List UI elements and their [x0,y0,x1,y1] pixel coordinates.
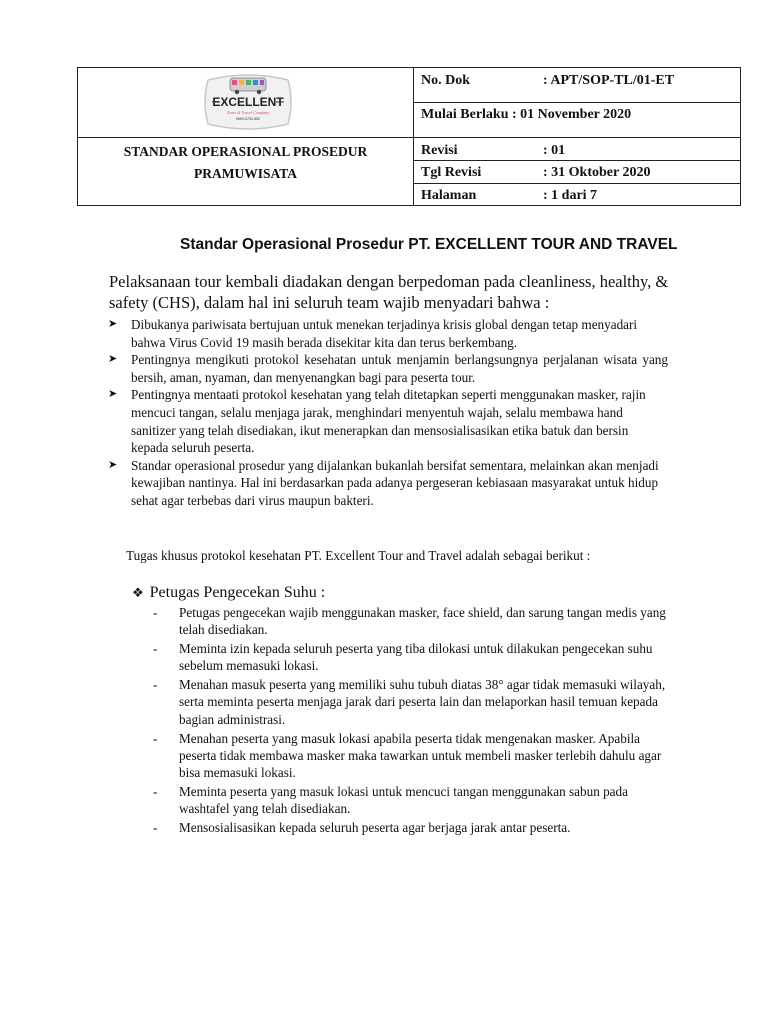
arrow-bullet-icon: ➤ [108,318,118,330]
dash-bullet-icon: - [153,641,158,657]
excellent-logo [202,72,294,132]
tgl-revisi-value: : 31 Oktober 2020 [543,165,651,180]
revisi-value: : 01 [543,143,566,158]
list-item: - Menahan peserta yang masuk lokasi apabila peserta tidak mengenakan masker. Apabila peserta tidak membawa masker maka tawarkan untuk membeli masker terlebih dahulu agar bisa memasuki lokasi. [153,730,662,781]
arrow-bullet-icon: ➤ [108,353,118,366]
halaman-label: Halaman [421,188,477,203]
table-divider [78,137,740,138]
section-title [132,584,325,602]
tgl-revisi-label: Tgl Revisi [421,165,482,180]
sop-title-line2: PRAMUWISATA [194,166,297,181]
document-heading: Standar Operasional Prosedur PT. EXCELLENT TOUR AND TRAVEL [180,236,678,253]
list-item: - Menahan masuk peserta yang memiliki suhu tubuh diatas 38° agar tidak memasuki wilayah, serta meminta peserta menjaga jarak dari peserta lain dan melaporkan hasil temuan kepada bagian administrasi. [153,677,666,727]
arrow-bullet-icon: ➤ [108,388,118,401]
intro-paragraph: Pelaksanaan tour kembali diadakan dengan berpedoman pada cleanliness, healthy, & safety (CHS), dalam hal ini seluruh team wajib menyadari bahwa : [109,272,669,312]
dash-bullet-icon: - [153,730,158,746]
halaman-value: : 1 dari 7 [543,188,598,203]
dash-bullet-icon: - [153,605,158,620]
list-item: - Meminta peserta yang masuk lokasi untuk mencuci tangan menggunakan sabun pada washtafel yang telah disediakan. [153,783,628,817]
list-item: ➤ Pentingnya mengikuti protokol kesehatan untuk menjamin berlangsungnya perjalanan wisata yang bersih, aman, nyaman, dan menyenangkan bagi para peserta tour. [108,352,668,385]
dash-bullet-icon: - [153,677,158,693]
chs-bullet-list [108,316,668,510]
table-divider [413,160,740,161]
document-header-table [77,67,741,206]
list-item: - Mensosialisasikan kepada seluruh peserta agar berjaga jarak antar peserta. [153,820,571,836]
table-divider [413,183,740,184]
table-divider [413,102,740,103]
section-title-text: Petugas Pengecekan Suhu : [149,584,326,601]
dash-bullet-icon: - [153,783,158,799]
diamond-bullet-icon: ❖ [132,585,144,600]
arrow-bullet-icon: ➤ [108,458,118,471]
list-item: - Meminta izin kepada seluruh peserta yang tiba dilokasi untuk dilakukan pengecekan suhu sebelum memasuki lokasi. [153,641,653,674]
logo-tagline-text: Tours & Travel Company [226,110,270,115]
list-item: ➤ Dibukanya pariwisata bertujuan untuk menekan terjadinya krisis global dengan tetap menyadari bahwa Virus Covid 19 masih berada disekitar kita dan terus berkembang. [108,317,638,350]
tugas-intro-text: Tugas khusus protokol kesehatan PT. Excellent Tour and Travel adalah sebagai berikut : [126,548,591,563]
dash-bullet-icon: - [153,820,158,836]
list-item: - Petugas pengecekan wajib menggunakan masker, face shield, dan sarung tangan medis yang telah disediakan. [153,605,666,638]
logo-brand-text: EXCELLENT [212,95,284,109]
petugas-task-list [151,604,676,838]
sop-title-line1: STANDAR OPERASIONAL PROSEDUR [123,144,368,159]
no-dok-value: : APT/SOP-TL/01-ET [543,73,675,88]
list-item: ➤ Standar operasional prosedur yang dijalankan bukanlah bersifat sementara, melainkan akan menjadi kewajiban nantinya. Hal ini berdasarkan pada adanya pergeseran kebiasaan masyarakat untuk hidup sehat agar terbebas dari virus maupun bakteri. [108,457,659,508]
revisi-label: Revisi [421,143,458,158]
mulai-berlaku: Mulai Berlaku : 01 November 2020 [421,107,632,122]
list-item: ➤ Pentingnya mentaati protokol kesehatan yang telah ditetapkan seperti menggunakan masker, rajin mencuci tangan, selalu menjaga jarak, menghindari menyentuh wajah, selalu membawa hand sanitizer yang telah disediakan, ikut menerapkan dan mensosialisasikan etika batuk dan bersin kepada seluruh peserta. [108,387,646,456]
no-dok-label: No. Dok [421,73,471,88]
logo-phone-text: 0899-5752-552 [235,117,261,121]
